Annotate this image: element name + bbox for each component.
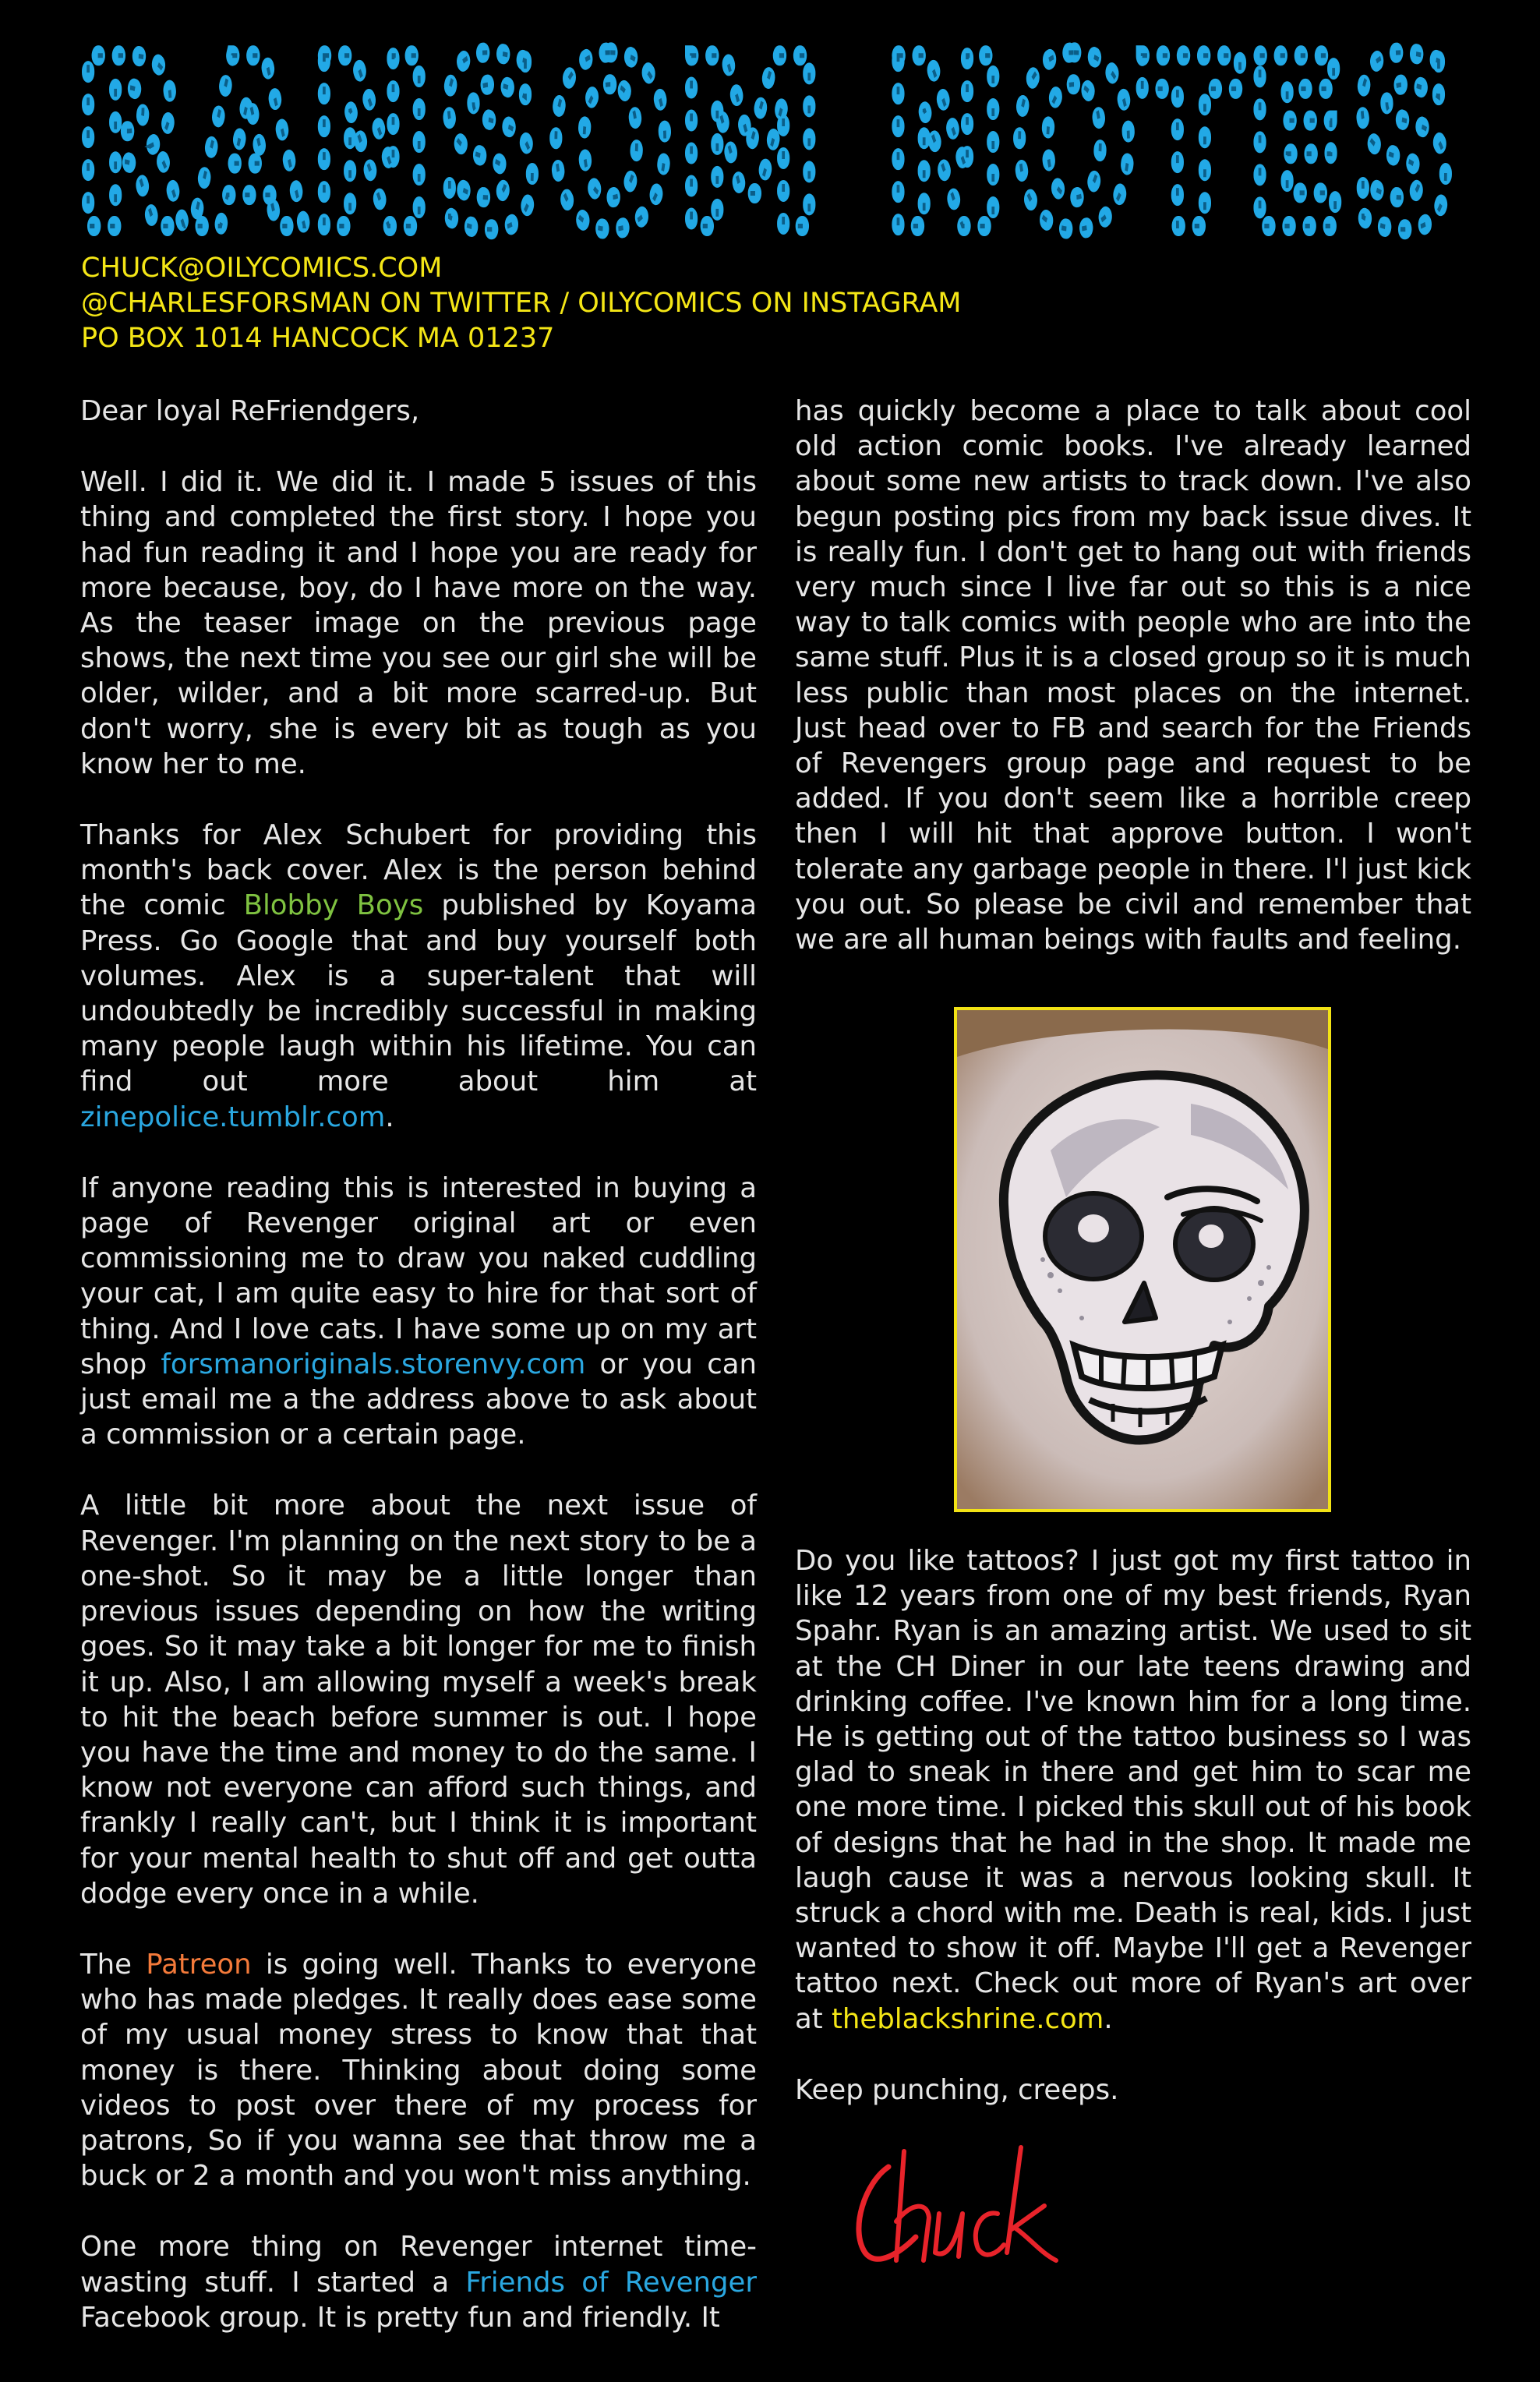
contact-block [81, 251, 962, 356]
letter-greeting: Dear loyal ReFriendgers, [80, 395, 420, 427]
letter-paragraph-5: The Patreon is going well. Thanks to everyone who has made pledges. It really does ease some of my usual money stress to know that that money is there. Thinking about doing some videos to post over there of my process for patrons, So if you wanna see that throw me a buck or 2 a month and you won't miss anything. [80, 1948, 758, 2193]
skull-tattoo-photo [954, 1007, 1331, 1512]
letter-closing: Keep punching, creeps. [795, 2073, 1119, 2106]
signature [842, 2136, 1068, 2276]
letter-paragraph-2: Thanks for Alex Schubert for providing this month's back cover. Alex is the person behind the comic Blobby Boys published by Koyama Press. Go Google that and buy yourself both volumes. Alex is a super-talent that will undoubtedly be incredibly successful in making many people laugh within his lifetime. You can find out more about him at zinepolice.tumblr.com. [80, 819, 757, 1133]
letter-paragraph-3: If anyone reading this is interested in buying a page of Revenger original art or even commissioning me to draw you naked cuddling your cat, I am quite easy to hire for that sort of thing. And I love cats. I have some up on my art shop forsmanoriginals.storenvy.com or you can just email me a the address above to ask about a commission or a certain page. [80, 1172, 757, 1451]
contact-social: @CHARLESFORSMAN ON TWITTER / OILYCOMICS ON INSTAGRAM [81, 288, 962, 319]
letter-paragraph-1: Well. I did it. We did it. I made 5 issues of this thing and completed the first story. I hope you had fun reading it and I hope you are ready for more because, boy, do I have more on the way. As the teaser image on the previous page shows, the next time you see our girl she will be older, wilder, and a bit more scarred-up. But don't worry, she is every bit as tough as you know her to me. [80, 466, 757, 780]
signature-chuck [842, 2136, 1068, 2276]
zinepolice-link[interactable]: zinepolice.tumblr.com [80, 1101, 386, 1133]
masthead-title: RANSOM NOTES [75, 31, 1462, 242]
contact-email[interactable]: CHUCK@OILYCOMICS.COM [81, 253, 443, 284]
letter-paragraph-8: Do you like tattoos? I just got my first tattoo in like 12 years from one of my best friends, Ryan Spahr. Ryan is an amazing artist. We used to sit at the CH Diner in our late teens drawing and drinking coffee. I've known him for a long time. He is getting out of the tattoo business so I was glad to sneak in there and get him to scar me one more time. I picked this skull out of his book of designs that he had in the shop. It made me laugh cause it was a nervous looking skull. It struck a chord with me. Death is real, kids. I just wanted to show it off. Maybe I'll get a Revenger tattoo next. Check out more of Ryan's art over at theblackshrine.com. [795, 1545, 1471, 2035]
letter-paragraph-6: One more thing on Revenger internet time-wasting stuff. I started a Friends of Revenger Facebook group. It is pretty fun and friendly. It [80, 2231, 757, 2334]
friends-of-revenger-link[interactable]: Friends of Revenger [465, 2266, 757, 2299]
letter-paragraph-7: has quickly become a place to talk about cool old action comic books. I've already learned about some new artists to track down. I've also begun posting pics from my back issue dives. It is really fun. I don't get to hang out with friends very much since I live far out so this is a nice way to talk comics with people who are into the same stuff. Plus it is a closed group so it is much less public than most places on the internet. Just head over to FB and search for the Friends of Revengers group page and request to be added. If you don't seem like a horrible creep then I will hit that approve button. I won't tolerate any garbage people in there. I'l just kick you out. So please be civil and remember that we are all human beings with faults and feeling. [795, 395, 1471, 956]
storenvy-link[interactable]: forsmanoriginals.storenvy.com [161, 1348, 586, 1380]
patreon-link[interactable]: Patreon [146, 1948, 252, 1981]
letter-right-column-lower [795, 1543, 1471, 2108]
contact-address: PO BOX 1014 HANCOCK MA 01237 [81, 323, 555, 354]
blobby-boys-link[interactable]: Blobby Boys [243, 889, 424, 922]
theblackshrine-link[interactable]: theblackshrine.com [831, 2002, 1104, 2035]
masthead-title-shadow: RANSOM NOTES [75, 31, 1462, 242]
masthead-logo [75, 31, 1470, 242]
letter-left-column [80, 394, 757, 2335]
letter-right-column [795, 394, 1471, 957]
letter-paragraph-4: A little bit more about the next issue of Revenger. I'm planning on the next story to be a one-shot. So it may be a little longer than previous issues depending on how the writing goes. So it may take a bit longer for me to finish it up. Also, I am allowing myself a week's break to hit the beach before summer is out. I hope you have the time and money to do the same. I know not everyone can afford such things, and frankly I really can't, but I think it is important for your mental health to shut off and get outta dodge every once in a while. [80, 1490, 757, 1910]
masthead [75, 31, 1470, 242]
skull-icon [957, 1010, 1328, 1509]
